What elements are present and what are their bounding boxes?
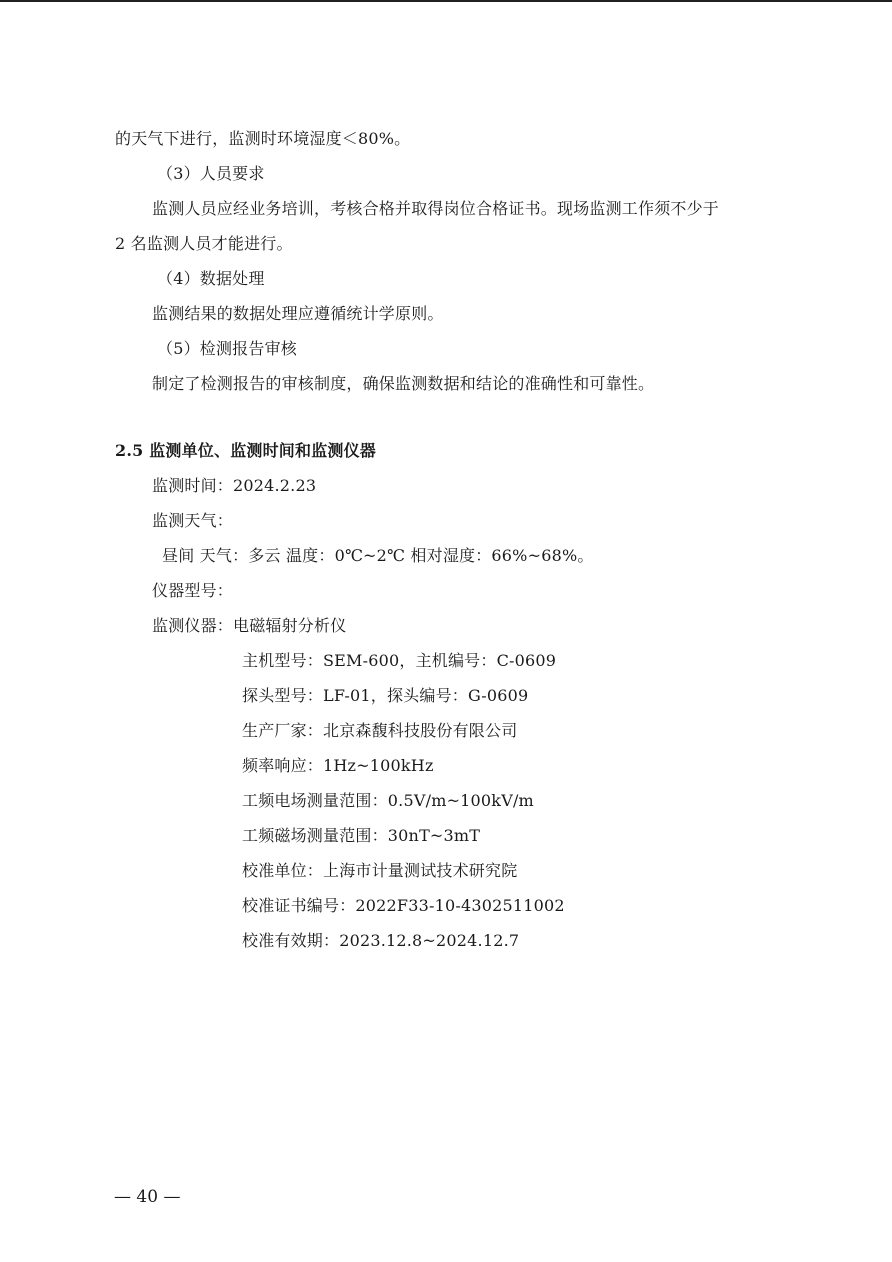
section-heading-2-5: 2.5 监测单位、监测时间和监测仪器 [115,441,377,460]
subheading-personnel-requirements: （3）人员要求 [157,164,265,183]
spec-magnetic-field-range: 工频磁场测量范围：30nT~3mT [242,826,481,845]
top-border-line [0,0,892,2]
spec-host-model: 主机型号：SEM-600，主机编号：C-0609 [242,651,557,670]
spec-electric-field-range: 工频电场测量范围：0.5V/m~100kV/m [242,791,534,810]
paragraph-personnel-line-1: 监测人员应经业务培训，考核合格并取得岗位合格证书。现场监测工作须不少于 [152,199,720,218]
spec-probe-model: 探头型号：LF-01，探头编号：G-0609 [242,686,529,705]
instrument-model-label: 仪器型号： [152,581,234,600]
subheading-report-review: （5）检测报告审核 [157,339,297,358]
monitor-weather-label: 监测天气： [152,511,234,530]
paragraph-personnel-line-2: 2 名监测人员才能进行。 [115,234,293,253]
monitor-time: 监测时间：2024.2.23 [152,476,317,495]
page-number: — 40 — [114,1187,181,1207]
instrument-name: 监测仪器：电磁辐射分析仪 [152,616,347,635]
paragraph-humidity-continuation: 的天气下进行，监测时环境湿度＜80%。 [115,129,411,148]
spec-calibration-validity: 校准有效期：2023.12.8~2024.12.7 [242,931,520,950]
spec-frequency-response: 频率响应：1Hz~100kHz [242,756,434,775]
spec-manufacturer: 生产厂家：北京森馥科技股份有限公司 [242,721,518,740]
weather-detail: 昼间 天气：多云 温度：0℃~2℃ 相对湿度：66%~68%。 [162,546,594,565]
spec-calibration-certificate: 校准证书编号：2022F33-10-4302511002 [242,896,565,915]
paragraph-report-review: 制定了检测报告的审核制度，确保监测数据和结论的准确性和可靠性。 [152,374,655,393]
subheading-data-processing: （4）数据处理 [157,269,265,288]
spec-calibration-unit: 校准单位：上海市计量测试技术研究院 [242,861,518,880]
paragraph-data-processing: 监测结果的数据处理应遵循统计学原则。 [152,304,444,323]
